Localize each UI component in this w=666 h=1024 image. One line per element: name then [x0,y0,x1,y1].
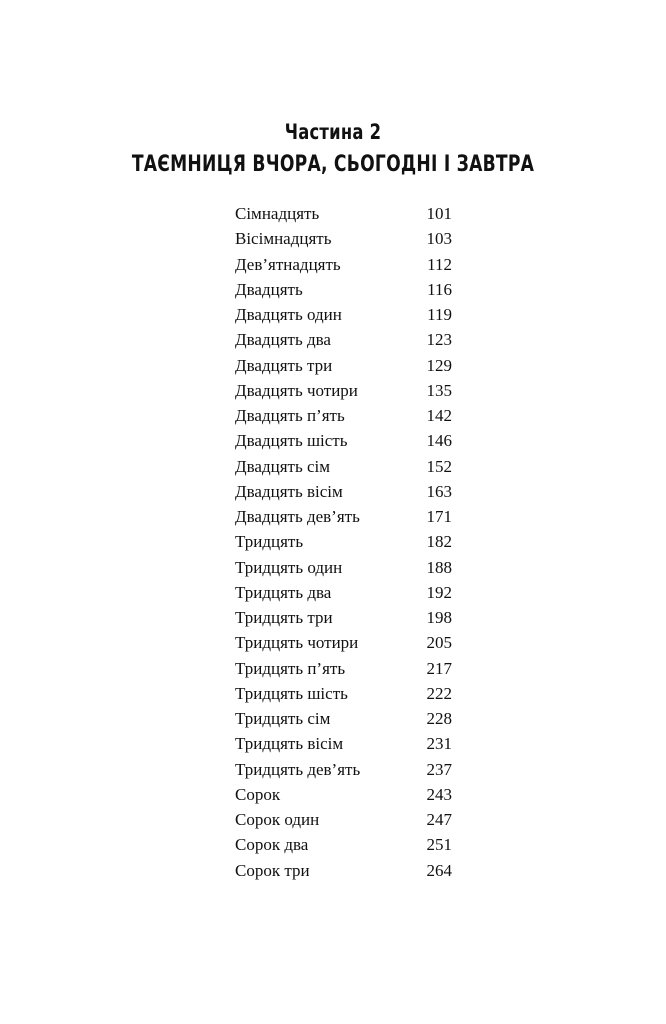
toc-entry [235,832,452,857]
toc-entry [235,428,452,453]
chapter-page-number: 228 [426,709,452,728]
chapter-title: Тридцять два [235,582,332,602]
toc-entry [235,706,452,731]
chapter-page-number: 129 [426,355,452,375]
part-title: ТАЄМНИЦЯ ВЧОРА, СЬОГОДНІ І ЗАВТРА [131,152,535,177]
toc-entry [235,403,452,428]
chapter-title: Двадцять [235,279,303,299]
chapter-title: Тридцять п’ять [235,658,346,678]
chapter-title: Тридцять шість [235,683,348,703]
toc-entry [235,858,452,883]
toc-entry [235,277,452,302]
chapter-page-number: 188 [426,557,452,577]
chapter-page-number: 237 [426,759,452,779]
toc-entry [235,252,452,277]
chapter-page-number: 182 [426,532,452,552]
chapter-page-number: 264 [426,860,452,880]
chapter-title: Двадцять чотири [235,380,358,400]
chapter-page-number: 146 [426,431,452,451]
chapter-title: Двадцять сім [235,456,330,476]
chapter-title: Сорок [235,784,281,804]
toc-entry [235,454,452,479]
toc-entry [235,605,452,630]
chapter-page-number: 103 [426,229,452,249]
chapter-page-number: 171 [426,507,452,526]
chapter-page-number: 231 [426,734,452,754]
chapter-title: Тридцять [235,532,304,552]
table-of-contents [235,201,452,883]
toc-entry [235,630,452,655]
chapter-page-number: 101 [426,204,452,223]
chapter-title: Сорок один [235,810,320,829]
chapter-title: Сімнадцять [235,204,320,223]
chapter-title: Двадцять дев’ять [235,507,360,526]
chapter-title: Дев’ятнадцять [235,254,341,274]
chapter-title: Двадцять три [235,355,333,375]
toc-entry [235,378,452,403]
toc-entry [235,201,452,226]
chapter-page-number: 198 [426,608,452,627]
chapter-page-number: 152 [426,456,452,476]
part-label: Частина 2 [284,120,382,144]
chapter-title: Двадцять вісім [235,481,343,501]
chapter-page-number: 119 [427,305,452,324]
chapter-page-number: 217 [426,658,452,678]
chapter-page-number: 247 [426,810,452,829]
chapter-title: Двадцять один [235,305,342,324]
chapter-title: Тридцять вісім [235,734,344,754]
chapter-page-number: 135 [426,380,452,400]
chapter-title: Сорок три [235,860,310,880]
chapter-page-number: 142 [426,406,452,425]
toc-entry [235,504,452,529]
chapter-page-number: 116 [427,279,452,299]
toc-entry [235,580,452,605]
chapter-title: Двадцять два [235,330,331,350]
toc-entry [235,327,452,352]
toc-entry [235,807,452,832]
toc-entry [235,226,452,251]
toc-entry [235,529,452,554]
toc-entry [235,757,452,782]
chapter-page-number: 192 [426,582,452,602]
chapter-title: Тридцять дев’ять [235,759,361,779]
toc-entry [235,555,452,580]
chapter-page-number: 251 [426,835,452,855]
chapter-title: Двадцять шість [235,431,348,451]
toc-entry [235,353,452,378]
chapter-title: Вісімнадцять [235,229,332,249]
chapter-title: Тридцять один [235,557,343,577]
chapter-page-number: 205 [426,633,452,653]
toc-entry [235,302,452,327]
toc-entry [235,479,452,504]
chapter-page-number: 163 [426,481,452,501]
chapter-title: Двадцять п’ять [235,406,345,425]
toc-entry [235,656,452,681]
toc-entry [235,731,452,756]
chapter-page-number: 123 [426,330,452,350]
toc-entry [235,681,452,706]
chapter-page-number: 243 [426,784,452,804]
chapter-title: Тридцять три [235,608,333,627]
chapter-title: Тридцять сім [235,709,331,728]
chapter-title: Тридцять чотири [235,633,359,653]
chapter-page-number: 222 [426,683,452,703]
toc-entry [235,782,452,807]
chapter-title: Сорок два [235,835,309,855]
chapter-page-number: 112 [427,254,452,274]
